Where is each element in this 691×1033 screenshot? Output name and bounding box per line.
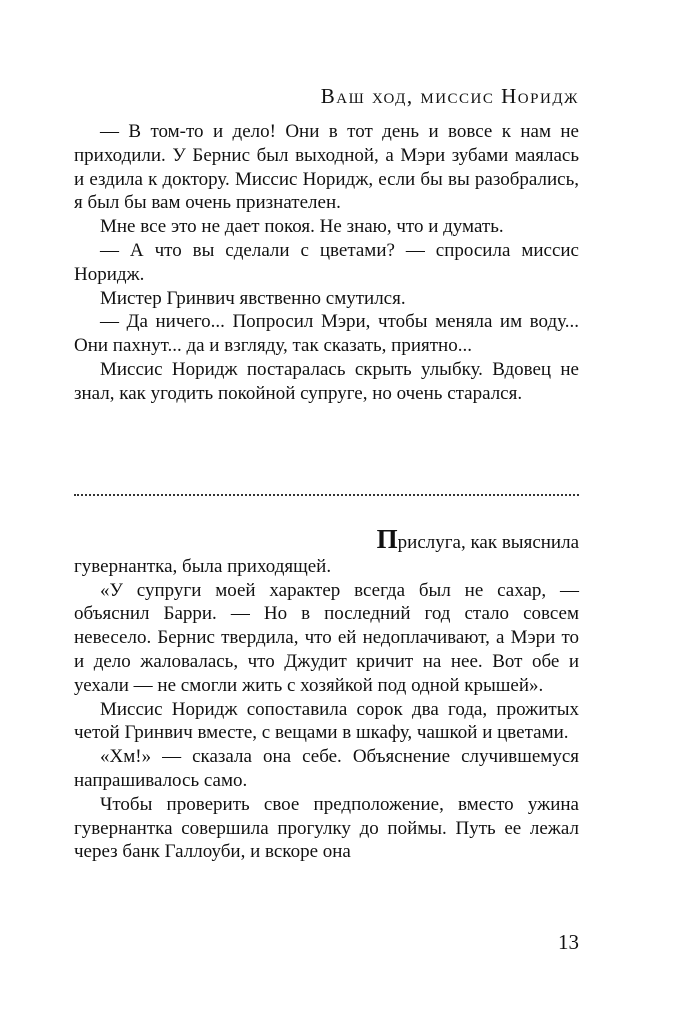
paragraph: Миссис Норидж постаралась скрыть улыбку. Вдовец не знал, как угодить покойной супруге, но очень старался. <box>74 358 579 404</box>
paragraph: «Хм!» — сказала она себе. Объяснение случившемуся напрашивалось само. <box>74 746 579 791</box>
paragraph: — Да ничего... Попросил Мэри, чтобы меняла им воду... Они пахнут... да и взгляду, так сказать, приятно... <box>74 311 579 357</box>
dropcap-rest-text: гувернантка, была приходящей. <box>74 555 332 577</box>
dropcap-letter: П <box>376 524 398 554</box>
page-number: 13 <box>558 930 579 954</box>
paragraph: Миссис Норидж сопоставила сорок два года, прожитых четой Гринвич вместе, с вещами в шкафу, чашкой и цветами. <box>74 698 579 744</box>
text-section-2 <box>74 524 579 864</box>
dropcap-paragraph <box>74 524 579 579</box>
paragraph: «У супруги моей характер всегда был не сахар, — объяснил Барри. — Но в последний год стало совсем невесело. Бернис твердила, что ей недоплачивают, а Мэри то и дело жаловалась, что Джудит кричит на нее. Вот обе и уехали — не смогли жить с хозяйкой под одной крышей». <box>74 579 579 696</box>
paragraph: Мне все это не дает покоя. Не знаю, что и думать. <box>100 216 504 238</box>
paragraph: Чтобы проверить свое предположение, вместо ужина гувернантка совершила прогулку до поймы. Путь ее лежал через банк Галлоуби, и вскоре она <box>74 793 579 863</box>
dropcap-line-text: рислуга, как выяснила <box>397 532 579 553</box>
section-separator <box>74 494 579 496</box>
text-section-1 <box>74 120 579 406</box>
running-title: Ваш ход, миссис Норидж <box>320 84 579 108</box>
paragraph: — В том-то и дело! Они в тот день и вовсе к нам не приходили. У Бернис был выходной, а Мэри зубами маялась и ездила к доктору. Миссис Норидж, если бы вы разобрались, я был бы вам очень признателен. <box>74 121 579 214</box>
paragraph: Мистер Гринвич явственно смутился. <box>100 287 406 309</box>
paragraph: — А что вы сделали с цветами? — спросила миссис Норидж. <box>74 239 579 285</box>
dropcap-line <box>74 524 579 555</box>
